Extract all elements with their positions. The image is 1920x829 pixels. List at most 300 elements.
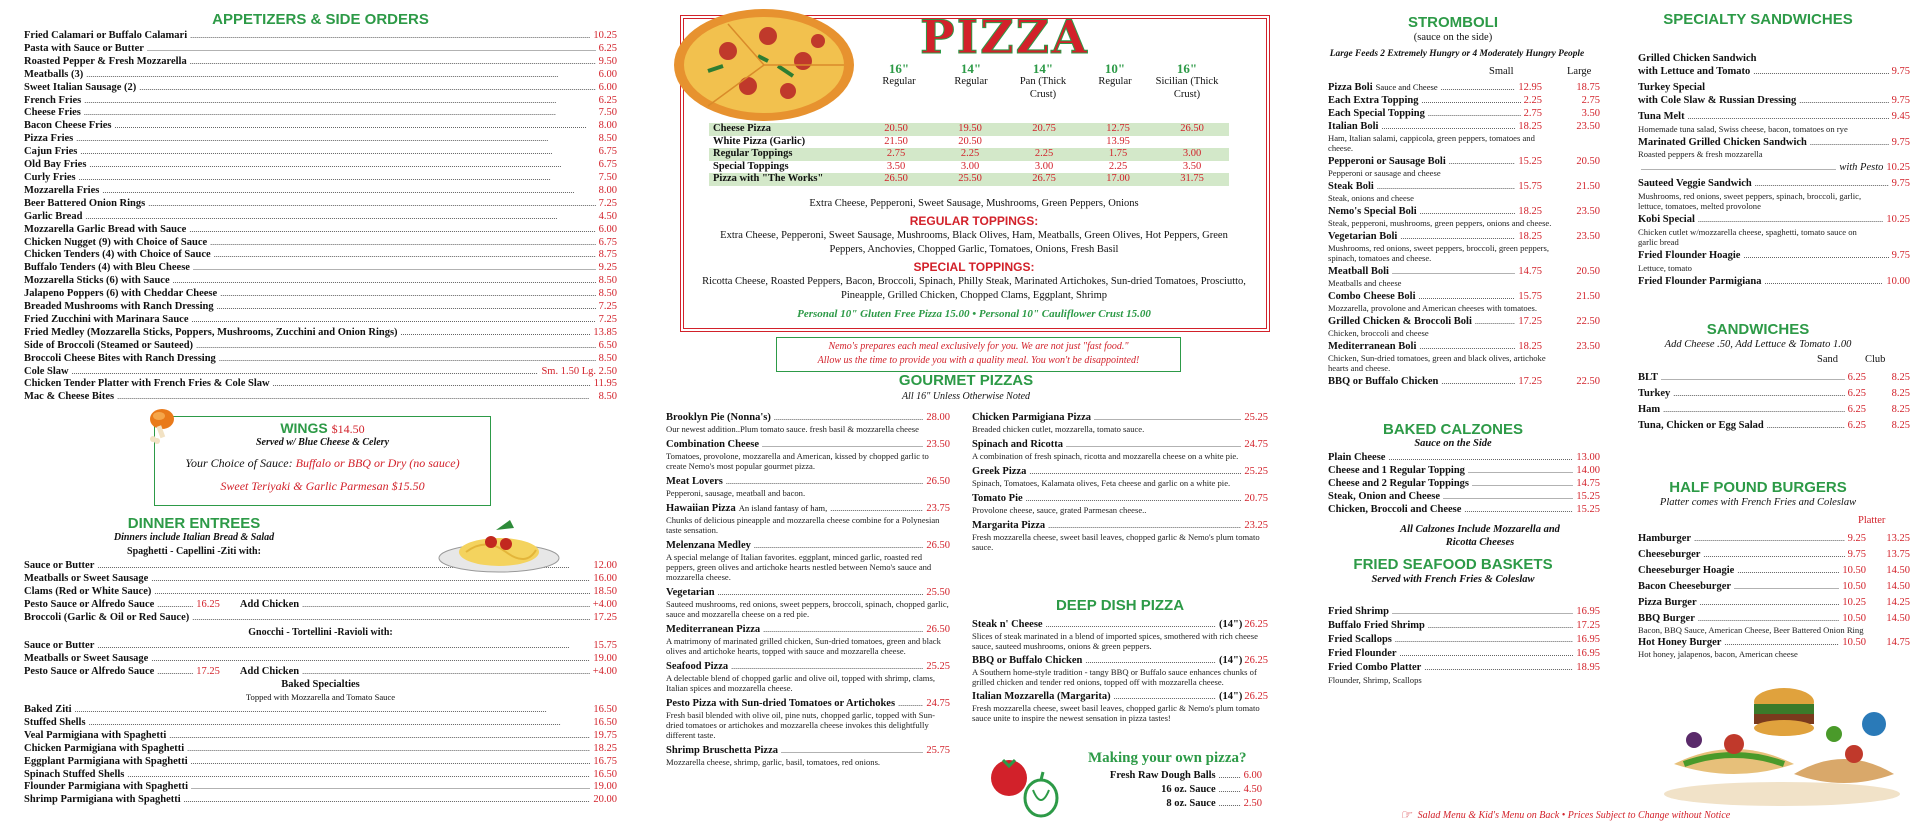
item-price: 9.25 (598, 262, 617, 274)
item-name: Mozzarella Fries (24, 184, 100, 196)
item-small-price: 18.25 (1518, 231, 1542, 242)
item-name: Fried Shrimp (1328, 606, 1389, 617)
gourmet-item (972, 411, 1268, 434)
item-name: Eggplant Parmigiana with Spaghetti (24, 755, 188, 767)
item-name: Flounder Parmigiana with Spaghetti (24, 781, 189, 793)
dot-leader (718, 586, 924, 599)
item-name: Margarita Pizza (972, 520, 1046, 531)
item-price: 26.50 (926, 624, 950, 635)
burgers-sub: Platter comes with French Fries and Coleslaw (1659, 497, 1857, 508)
item-name: Fried Medley (Mozzarella Sticks, Poppers, Mushrooms, Zucchini and Onion Rings) (24, 326, 398, 338)
gourmet-item (666, 586, 950, 619)
item-small-price: 2.25 (1523, 95, 1542, 106)
burger-platter-price: 14.50 (1886, 565, 1910, 576)
pasta-row (24, 586, 617, 599)
item-name: Baked Ziti (24, 704, 72, 715)
dot-leader (731, 660, 923, 673)
item-price: 25.50 (926, 587, 950, 598)
item-name: Garlic Bread (24, 210, 83, 222)
item-name: Pizza Burger (1638, 597, 1697, 608)
pizza-size: 14" (960, 61, 982, 76)
specialty-desc: Chicken cutlet w/mozzarella cheese, spaghetti, tomato sauce on garlic bread (1638, 227, 1857, 248)
item-name: Roasted Pepper & Fresh Mozzarella (24, 55, 187, 67)
dot-leader (898, 697, 923, 710)
deepdish-title: DEEP DISH PIZZA (1055, 597, 1185, 614)
sand-price: 6.25 (1847, 404, 1866, 415)
item-price: 20.00 (593, 794, 617, 806)
item-price: 6.75 (598, 159, 617, 171)
calzone-row (1328, 491, 1600, 504)
gourmet-item (666, 697, 950, 740)
item-name: Hawaiian Pizza (666, 503, 736, 514)
dot-leader (1449, 155, 1516, 168)
item-name: Shrimp Parmigiana with Spaghetti (24, 794, 181, 806)
gourmet-row (666, 502, 950, 515)
pizza-size-header (863, 62, 1263, 101)
stromboli-row (1328, 290, 1600, 303)
diy-row (1086, 769, 1262, 783)
stromboli-title: STROMBOLI (1408, 14, 1498, 31)
item-price: 19.00 (593, 652, 617, 664)
add-chicken-label: Add Chicken (239, 665, 300, 677)
stromboli-row (1328, 107, 1600, 120)
item-small-price: 17.25 (1518, 316, 1542, 327)
specialty-name-line1: Grilled Chicken Sandwich (1638, 53, 1757, 64)
gourmet-item (972, 492, 1268, 515)
gourmet-desc: Provolone cheese, sauce, grated Parmesan cheese.. (972, 505, 1147, 515)
specialty-desc: Homemade tuna salad, Swiss cheese, bacon, tomatoes on rye (1638, 123, 1848, 134)
diy-row (1086, 783, 1262, 797)
item-extra: with Pesto (1839, 162, 1884, 174)
item-price: 7.25 (598, 197, 617, 209)
pizza-price-row (709, 123, 1229, 136)
dot-leader (97, 640, 590, 653)
stromboli-row (1328, 94, 1600, 107)
item-name: Side of Broccoli (Steamed or Sauteed) (24, 339, 194, 351)
item-name: Spinach Stuffed Shells (24, 768, 125, 780)
item-price: 26.25 (1244, 619, 1268, 630)
item-name: Tuna, Chicken or Egg Salad (1638, 420, 1764, 431)
item-name: Meatballs or Sweet Sausage (24, 572, 149, 584)
dot-leader (1698, 214, 1883, 227)
dot-leader (184, 794, 591, 807)
burger-platter-price: 14.25 (1886, 597, 1910, 608)
pizza-row-name: Special Toppings (713, 160, 789, 172)
item-price: 25.25 (926, 661, 950, 672)
item-name: Pesto Sauce or Alfredo Sauce (24, 598, 155, 610)
pizza-size-col (1007, 62, 1079, 101)
deepdish-desc: A Southern home-style tradition - tangy BBQ or Buffalo sauce enhances chunks of grilled chicken and tender red onions, topped off with mozzarella cheese. (972, 667, 1257, 687)
seafood-row (1328, 633, 1600, 647)
baked-row (24, 794, 617, 807)
item-large-price: 23.50 (1576, 206, 1600, 217)
item-name: Ham (1638, 404, 1661, 415)
pizza-price-cell: 3.00 (1034, 160, 1054, 172)
item-small-price: 12.95 (1518, 82, 1542, 93)
dinner-section (24, 0, 617, 829)
item-price: 26.25 (1244, 655, 1268, 666)
pizza-price-cell: 3.50 (1182, 160, 1202, 172)
pizza-price-cell: 26.75 (1007, 173, 1081, 186)
burger-price: 10.50 (1842, 637, 1866, 648)
item-price: 8.50 (598, 275, 617, 287)
dot-leader (1219, 769, 1241, 783)
item-price: 18.95 (1576, 662, 1600, 673)
item-name: Mozzarella Garlic Bread with Sauce (24, 223, 187, 235)
pizza-price-cell: 20.50 (958, 135, 982, 147)
burger-price: 10.50 (1842, 581, 1866, 592)
burger-platter-price: 13.75 (1886, 549, 1910, 560)
dinner-title: DINNER ENTREES (127, 515, 261, 532)
pizza-price-row (709, 173, 1229, 186)
item-price: 24.75 (926, 698, 950, 709)
item-size: (14") (1219, 619, 1243, 630)
quality-notice (776, 337, 1181, 372)
item-name: Jalapeno Poppers (6) with Cheddar Cheese (24, 288, 218, 300)
wings-title: WINGS (280, 420, 328, 436)
burgers-title: HALF POUND BURGERS (1669, 479, 1847, 496)
dot-leader (1026, 492, 1242, 505)
item-small-price: 18.25 (1518, 121, 1542, 132)
sandwiches-list (1638, 370, 1910, 434)
diy-row (1086, 797, 1262, 811)
dot-leader (1400, 230, 1515, 243)
item-price: 7.25 (598, 301, 617, 313)
gourmet-subtitle: All 16" Unless Otherwise Noted (901, 391, 1031, 402)
gourmet-row (972, 465, 1268, 478)
item-large-price: 23.50 (1576, 341, 1600, 352)
item-name: Meatball Boli (1328, 266, 1389, 277)
pasta-row (24, 612, 617, 625)
item-name: Mac & Cheese Bites (24, 391, 115, 403)
item-large-price: 2.75 (1581, 95, 1600, 106)
sandwich-illustration (1654, 684, 1910, 808)
item-name: Chicken Tenders (4) with Choice of Sauce (24, 249, 211, 261)
dot-leader (1400, 647, 1574, 661)
item-name: Pizza Boli (1328, 82, 1373, 93)
stromboli-desc: Pepperoni or sausage and cheese (1328, 168, 1441, 178)
burger-desc: Hot honey, jalapenos, bacon, American cheese (1638, 649, 1798, 659)
gourmet-left-list (666, 411, 950, 771)
calzones-note: All Calzones Include Mozzarella and Ricotta Cheeses (1400, 524, 1560, 548)
gourmet-desc: Breaded chicken cutlet, mozzarella, tomato sauce. (972, 424, 1145, 434)
gourmet-item (666, 660, 950, 693)
item-name: Cheese Fries (24, 107, 81, 119)
item-name: Fried Flounder (1328, 648, 1397, 659)
pizza-price-cell: 31.75 (1155, 173, 1229, 186)
pizza-price-cell: 21.50 (884, 135, 908, 147)
item-price: 15.25 (1576, 490, 1600, 502)
item-price: 6.75 (598, 146, 617, 158)
item-price: 28.00 (926, 412, 950, 423)
sand-price: 6.25 (1847, 372, 1866, 383)
item-price: 13.00 (1576, 452, 1600, 463)
item-price: 17.25 (593, 611, 617, 623)
dot-leader (1388, 452, 1573, 465)
stromboli-feeds: Large Feeds 2 Extremely Hungry or 4 Moderately Hungry People (1329, 49, 1585, 59)
gourmet-desc: Sauteed mushrooms, red onions, sweet peppers, broccoli, spinach, chopped garlic, sauce and mozzarella cheese on a red pie. (666, 599, 949, 619)
item-name: Buffalo Tenders (4) with Bleu Cheese (24, 262, 190, 274)
item-large-price: 20.50 (1576, 156, 1600, 167)
item-price: 8.00 (598, 184, 617, 196)
item-name-line2: with Cole Slaw & Russian Dressing (1638, 94, 1797, 106)
burger-row (1638, 563, 1910, 579)
pasta-header: Spaghetti - Capellini -Ziti with: (127, 546, 261, 557)
item-price: 6.25 (598, 42, 617, 54)
dot-leader (1029, 465, 1241, 478)
pizza-price-row (709, 136, 1229, 149)
gourmet-desc: Mozzarella cheese, shrimp, garlic, basil, tomatoes, red onions. (666, 757, 881, 767)
sandwich-row (1638, 370, 1910, 386)
dot-leader (763, 623, 923, 636)
dot-leader (1094, 411, 1241, 424)
dot-leader (1419, 290, 1516, 303)
dot-leader (1661, 370, 1845, 386)
pizza-size-col (1151, 62, 1223, 101)
item-name: Nemo's Special Boli (1328, 206, 1417, 217)
burger-price: 10.50 (1842, 613, 1866, 624)
item-name: Steak, Onion and Cheese (1328, 490, 1441, 502)
dot-leader (1673, 386, 1844, 402)
item-price: 8.50 (598, 391, 617, 403)
sandwich-row (1638, 386, 1910, 402)
item-name: Meatballs or Sweet Sausage (24, 652, 149, 664)
pizza-size-kind: Regular (1098, 76, 1132, 87)
item-name: BBQ or Buffalo Chicken (972, 655, 1083, 666)
item-name: Fried Scallops (1328, 634, 1392, 645)
item-price: 18.25 (593, 742, 617, 754)
dot-leader (127, 769, 590, 782)
seafood-row (1328, 661, 1600, 675)
item-price: 9.75 (1891, 136, 1910, 148)
gourmet-row (972, 438, 1268, 451)
item-price: 19.75 (593, 729, 617, 741)
specialty-row (1638, 95, 1910, 108)
item-price: 26.25 (1244, 691, 1268, 702)
works-description: Extra Cheese, Pepperoni, Sweet Sausage, Mushrooms, Green Peppers, Onions (809, 198, 1139, 209)
item-price: 14.00 (1576, 464, 1600, 476)
specialty-desc: Roasted peppers & fresh mozzarella (1638, 149, 1763, 160)
item-price: 6.00 (598, 81, 617, 93)
dot-leader (1419, 340, 1515, 353)
dot-leader (754, 539, 924, 552)
dot-leader (191, 756, 591, 769)
gourmet-row (666, 660, 950, 673)
gourmet-row (666, 411, 950, 424)
item-name: Meatballs (3) (24, 68, 84, 80)
item-name: Fried Calamari or Buffalo Calamari (24, 30, 188, 41)
item-large-price: 23.50 (1576, 231, 1600, 242)
gourmet-item (666, 438, 950, 471)
baked-row (24, 717, 617, 730)
dot-leader (1753, 66, 1888, 79)
item-price: 24.75 (1244, 439, 1268, 450)
dot-leader (169, 730, 590, 743)
item-name: BLT (1638, 372, 1659, 383)
item-name: Plain Cheese (1328, 452, 1386, 463)
pizza-size-kind: Pan (Thick Crust) (1019, 76, 1067, 100)
gourmet-item (972, 438, 1268, 461)
specialty-row (1638, 178, 1910, 191)
item-small-price: 15.75 (1518, 181, 1542, 192)
pizza-price-cell: 3.00 (960, 160, 980, 172)
pizza-row-name: Regular Toppings (709, 148, 859, 161)
regular-toppings-title: REGULAR TOPPINGS: (909, 214, 1039, 228)
gourmet-row (666, 744, 950, 757)
item-name: Mediterranean Pizza (666, 624, 761, 635)
item-large-price: 22.50 (1576, 316, 1600, 327)
pizza-price-cell: 2.75 (859, 148, 933, 161)
item-size: (14") (1219, 691, 1243, 702)
item-name: Pizza Fries (24, 133, 74, 145)
item-name: Chicken Tender Platter with French Fries & Cole Slaw (24, 378, 270, 390)
wings-choice-options: Buffalo or BBQ or Dry (no sauce) (295, 456, 460, 470)
item-extra: Sauce and Cheese (1375, 82, 1438, 92)
burgers-list (1638, 531, 1910, 659)
pointing-hand-icon: ☞ (1400, 807, 1412, 822)
gourmet-item (972, 465, 1268, 488)
pizza-row-name: Cheese Pizza (709, 123, 859, 136)
diy-title: Making your own pizza? (1088, 750, 1247, 766)
pizza-size-kind: Regular (882, 76, 916, 87)
item-name: Vegetarian (666, 587, 715, 598)
item-name: Steak Boli (1328, 181, 1374, 192)
item-name: Chicken Nugget (9) with Choice of Sauce (24, 236, 208, 248)
item-name: Greek Pizza (972, 466, 1027, 477)
pizza-price-cell: 1.75 (1081, 148, 1155, 161)
special-toppings-title: SPECIAL TOPPINGS: (913, 260, 1035, 274)
calzones-list (1328, 452, 1600, 517)
item-name: BBQ or Buffalo Chicken (1328, 376, 1439, 387)
pizza-icon (668, 6, 860, 124)
specialty-row (1638, 162, 1910, 175)
item-price: 16.00 (593, 572, 617, 584)
item-name: Combo Cheese Boli (1328, 291, 1416, 302)
item-name: Breaded Mushrooms with Ranch Dressing (24, 301, 214, 313)
item-small-price: 18.25 (1518, 206, 1542, 217)
dot-leader (1421, 94, 1520, 107)
dot-leader (89, 717, 591, 730)
footer-text: Salad Menu & Kid's Menu on Back • Prices Subject to Change without Notice (1417, 809, 1731, 821)
item-price: 25.25 (1244, 466, 1268, 477)
deepdish-item (972, 691, 1268, 723)
item-name: Turkey (1638, 388, 1671, 399)
baked-subtitle: Topped with Mozzarella and Tomato Sauce (245, 692, 396, 702)
pizza-size-kind: Regular (954, 76, 988, 87)
sandwich-row (1638, 418, 1910, 434)
burger-platter-price: 14.50 (1886, 581, 1910, 592)
item-name: Clams (Red or White Sauce) (24, 585, 152, 597)
dot-leader (1688, 111, 1889, 124)
dot-leader (1066, 438, 1241, 451)
wings-choice-label: Your Choice of Sauce: (185, 456, 293, 470)
item-price: 6.00 (1243, 770, 1262, 781)
item-large-price: 21.50 (1576, 291, 1600, 302)
item-name: Fried Zucchini with Marinara Sauce (24, 313, 189, 325)
calzone-row (1328, 465, 1600, 478)
item-name: Tomato Pie (972, 493, 1023, 504)
dot-leader (1428, 619, 1574, 633)
gourmet-row (972, 492, 1268, 505)
dot-leader (1048, 519, 1241, 532)
item-name: Melenzana Medley (666, 540, 751, 551)
item-price: 23.25 (1244, 520, 1268, 531)
deepdish-desc: Fresh mozzarella cheese, sweet basil leaves, chopped garlic & Nemo's plum tomato sauce unite to inspire the newest sensation in pizza tastes! (972, 703, 1260, 723)
item-name: Steak n' Cheese (972, 619, 1043, 630)
dot-leader (1441, 375, 1515, 388)
baked-row (24, 781, 617, 794)
dot-leader (1700, 595, 1840, 611)
gourmet-desc: Pepperoni, sausage, meatball and bacon. (666, 488, 806, 498)
stromboli-desc: Meatballs and cheese (1328, 278, 1402, 288)
baked-header: Baked Specialties (281, 679, 360, 690)
item-price: 16.95 (1576, 606, 1600, 617)
dot-leader (1734, 579, 1839, 595)
item-price: 10.00 (1886, 276, 1910, 288)
specialty-title: SPECIALTY SANDWICHES (1663, 11, 1853, 28)
burger-row (1638, 595, 1910, 611)
dot-leader (302, 666, 590, 679)
burger-platter-price: 14.75 (1886, 637, 1910, 648)
dot-leader (1743, 250, 1888, 263)
item-name: Sauteed Veggie Sandwich (1638, 178, 1752, 190)
gourmet-row (666, 623, 950, 636)
item-name: Old Bay Fries (24, 159, 87, 171)
gourmet-desc: A combination of fresh spinach, ricotta and mozzarella cheese on a white pie. (972, 451, 1239, 461)
dot-leader (154, 586, 590, 599)
pizza-row-name: White Pizza (Garlic) (713, 135, 806, 147)
seafood-sub: Served with French Fries & Coleslaw (1371, 574, 1535, 585)
gourmet-item (666, 502, 950, 535)
specialty-row (1638, 276, 1910, 289)
deepdish-item (972, 619, 1268, 651)
item-name: BBQ Burger (1638, 613, 1695, 624)
gnocchi-header: Gnocchi - Tortellini -Ravioli with: (248, 627, 393, 638)
item-name: Combination Cheese (666, 439, 760, 450)
item-large-price: 18.75 (1576, 82, 1600, 93)
dot-leader (762, 438, 923, 451)
dot-leader (191, 781, 590, 794)
item-price: 6.75 (598, 236, 617, 248)
item-price: 4.50 (598, 210, 617, 222)
item-price: 14.75 (1576, 477, 1600, 489)
pasta-row (24, 666, 617, 679)
pizza-price-cell (1007, 136, 1081, 149)
specialty-list (1638, 53, 1910, 292)
item-large-price: 3.50 (1581, 108, 1600, 119)
item-price: 20.75 (1244, 493, 1268, 504)
regular-toppings-list: Extra Cheese, Pepperoni, Sweet Sausage, Mushrooms, Black Olives, Ham, Meatballs, Green Olives, Hot Peppers, Green Peppers, Anchovies, Chopped Garlic, Tomatoes, Onions, Fresh Basil (720, 230, 1228, 255)
dot-leader (830, 502, 923, 515)
dot-leader (1219, 783, 1241, 797)
seafood-title: FRIED SEAFOOD BASKETS (1353, 556, 1553, 573)
pasta-row (24, 599, 617, 612)
deepdish-row (972, 619, 1268, 631)
stromboli-desc: Steak, pepperoni, mushrooms, green peppers, onions and cheese. (1328, 218, 1552, 228)
item-price: 8.50 (598, 288, 617, 300)
burgers-platter-header: Platter (1858, 515, 1886, 526)
add-chicken-label: Add Chicken (239, 598, 300, 610)
item-name: Marinated Grilled Chicken Sandwich (1638, 136, 1807, 148)
pizza-price-table (709, 123, 1229, 186)
dot-leader (1420, 205, 1516, 218)
special-toppings-list: Ricotta Cheese, Roasted Peppers, Bacon, Broccoli, Spinach, Philly Steak, Marinated Artichokes, Sun-dried Tomatoes, Prosciutto, Pineapple, Grilled Chicken, Chopped Clams, Eggplant, Shrimp (702, 276, 1246, 301)
item-name: Shrimp Bruschetta Pizza (666, 745, 778, 756)
calzone-row (1328, 452, 1600, 465)
dot-leader (1755, 178, 1889, 191)
dot-leader (1663, 402, 1844, 418)
dot-leader (1441, 81, 1516, 94)
